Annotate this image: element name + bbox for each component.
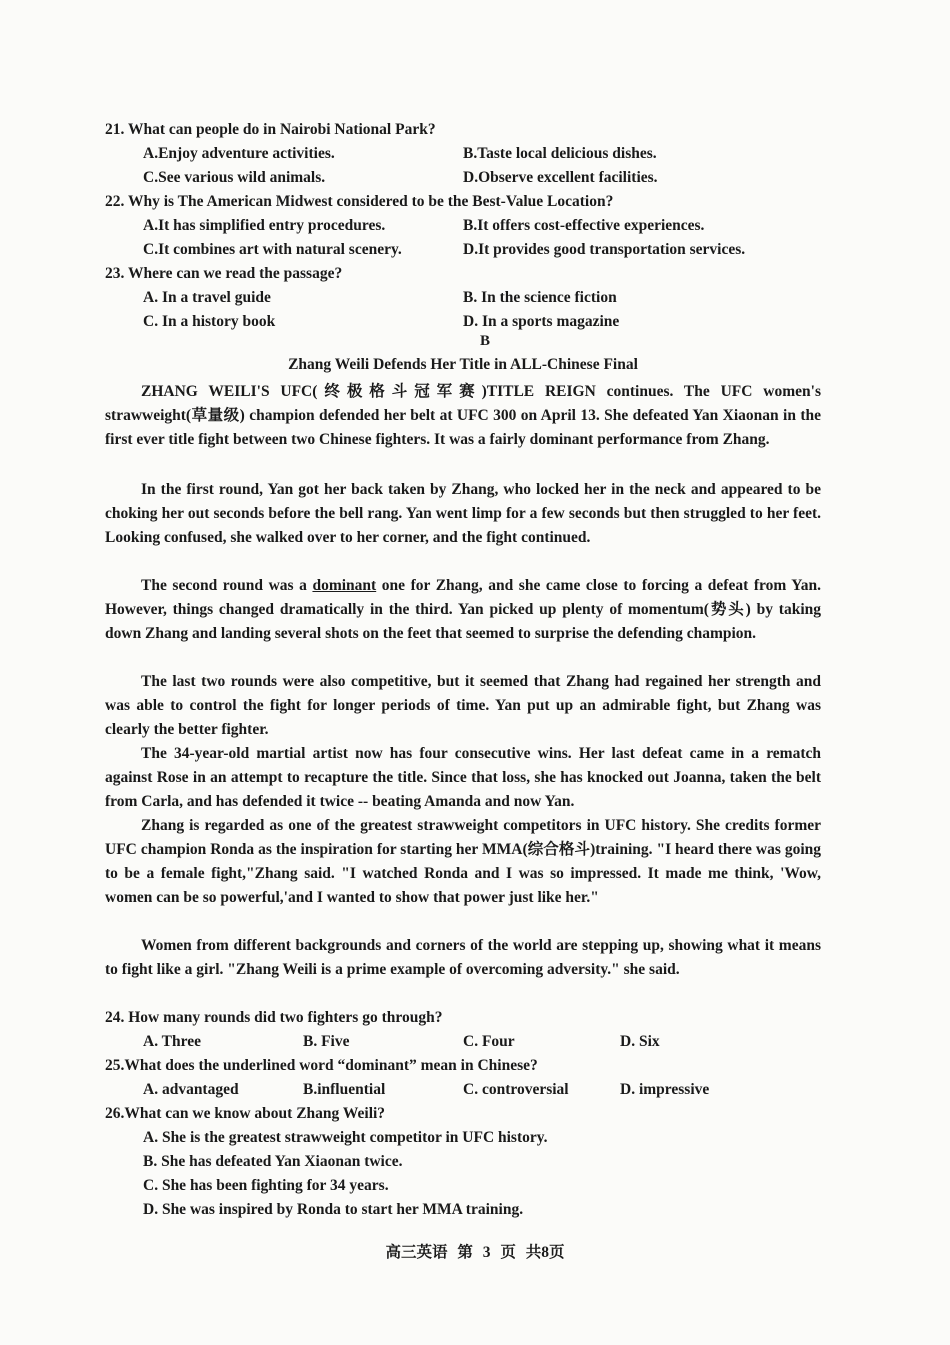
- article-paragraph-4: The last two rounds were also competitive, but it seemed that Zhang had regained her strength and was able to control the fight for longer periods of time. Yan put up an admirable fight, but Zhang was clearly the better fighter.: [105, 673, 821, 738]
- q21-option-d: D.Observe excellent facilities.: [463, 169, 658, 186]
- underlined-word: dominant: [312, 577, 377, 594]
- q24-option-c: C. Four: [463, 1033, 515, 1050]
- article-paragraph-7: Women from different backgrounds and corners of the world are stepping up, showing what it means to fight like a girl. "Zhang Weili is a prime example of overcoming adversity." she said.: [105, 937, 821, 978]
- article-paragraph-6: Zhang is regarded as one of the greatest strawweight competitors in UFC history. She credits former UFC champion Ronda as the inspiration for starting her MMA(综合格斗)training. "I heard there was going to be a female fight,"Zhang said. "I watched Ronda and I was so impressed. It made me think, 'Wow, women can be so powerful,'and I wanted to show that power just like her.": [105, 817, 821, 906]
- q26-option-c: C. She has been fighting for 34 years.: [143, 1177, 389, 1194]
- question-26: 26.What can we know about Zhang Weili?: [105, 1105, 386, 1122]
- q22-option-a: A.It has simplified entry procedures.: [143, 217, 386, 234]
- q22-option-d: D.It provides good transportation services.: [463, 241, 746, 258]
- question-24: 24. How many rounds did two fighters go through?: [105, 1009, 443, 1026]
- article-paragraph-1: ZHANG WEILI'S UFC(终极格斗冠军赛)TITLE REIGN continues. The UFC women's strawweight(草量级) champion defended her belt at UFC 300 on April 13. She defeated Yan Xiaonan in the first ever title fight between two Chinese fighters. It was a fairly dominant performance from Zhang.: [105, 383, 821, 448]
- q24-option-b: B. Five: [303, 1033, 350, 1050]
- question-22: 22. Why is The American Midwest considered to be the Best-Value Location?: [105, 193, 614, 210]
- page-footer: 高三英语 第 3 页 共8页: [385, 1244, 565, 1261]
- q23-option-d: D. In a sports magazine: [463, 313, 620, 330]
- q23-option-b: B. In the science fiction: [463, 289, 617, 306]
- article-title: Zhang Weili Defends Her Title in ALL-Chinese Final: [288, 356, 638, 373]
- paragraph-3-text-end: one for Zhang, and she came close to forcing a defeat from Yan. However, things changed dramatically in the third. Yan picked up plenty of momentum(势头) by taking down Zhang and landing several shots on the feet that seemed to surprise the defending champion.: [105, 577, 821, 642]
- article-paragraph-3: [105, 574, 821, 646]
- section-letter: B: [480, 333, 491, 349]
- question-23: 23. Where can we read the passage?: [105, 265, 343, 282]
- question-21: 21. What can people do in Nairobi National Park?: [105, 121, 436, 138]
- q26-option-a: A. She is the greatest strawweight competitor in UFC history.: [143, 1129, 548, 1146]
- article-paragraph-2: In the first round, Yan got her back taken by Zhang, who locked her in the neck and appeared to be choking her out seconds before the bell rang. Yan went limp for a few seconds but then struggled to her feet. Looking confused, she walked over to her corner, and the fight continued.: [105, 481, 821, 546]
- q25-option-d: D. impressive: [620, 1081, 710, 1098]
- q24-option-d: D. Six: [620, 1033, 660, 1050]
- q23-option-a: A. In a travel guide: [143, 289, 271, 306]
- paragraph-3-text-start: The second round was a: [141, 577, 313, 594]
- q23-option-c: C. In a history book: [143, 313, 276, 330]
- q25-option-c: C. controversial: [463, 1081, 569, 1098]
- q22-option-c: C.It combines art with natural scenery.: [143, 241, 402, 258]
- q21-option-a: A.Enjoy adventure activities.: [143, 145, 335, 162]
- q21-option-c: C.See various wild animals.: [143, 169, 326, 186]
- q21-option-b: B.Taste local delicious dishes.: [463, 145, 657, 162]
- q25-option-b: B.influential: [303, 1081, 386, 1098]
- q22-option-b: B.It offers cost-effective experiences.: [463, 217, 705, 234]
- q24-option-a: A. Three: [143, 1033, 201, 1050]
- q26-option-d: D. She was inspired by Ronda to start her MMA training.: [143, 1201, 524, 1218]
- article-paragraph-5: The 34-year-old martial artist now has four consecutive wins. Her last defeat came in a rematch against Rose in an attempt to recapture the title. Since that loss, she has knocked out Joanna, taken the belt from Carla, and has defended it twice -- beating Amanda and now Yan.: [105, 745, 821, 810]
- q25-option-a: A. advantaged: [143, 1081, 239, 1098]
- q26-option-b: B. She has defeated Yan Xiaonan twice.: [143, 1153, 403, 1170]
- question-25: 25.What does the underlined word “dominant” mean in Chinese?: [105, 1057, 538, 1074]
